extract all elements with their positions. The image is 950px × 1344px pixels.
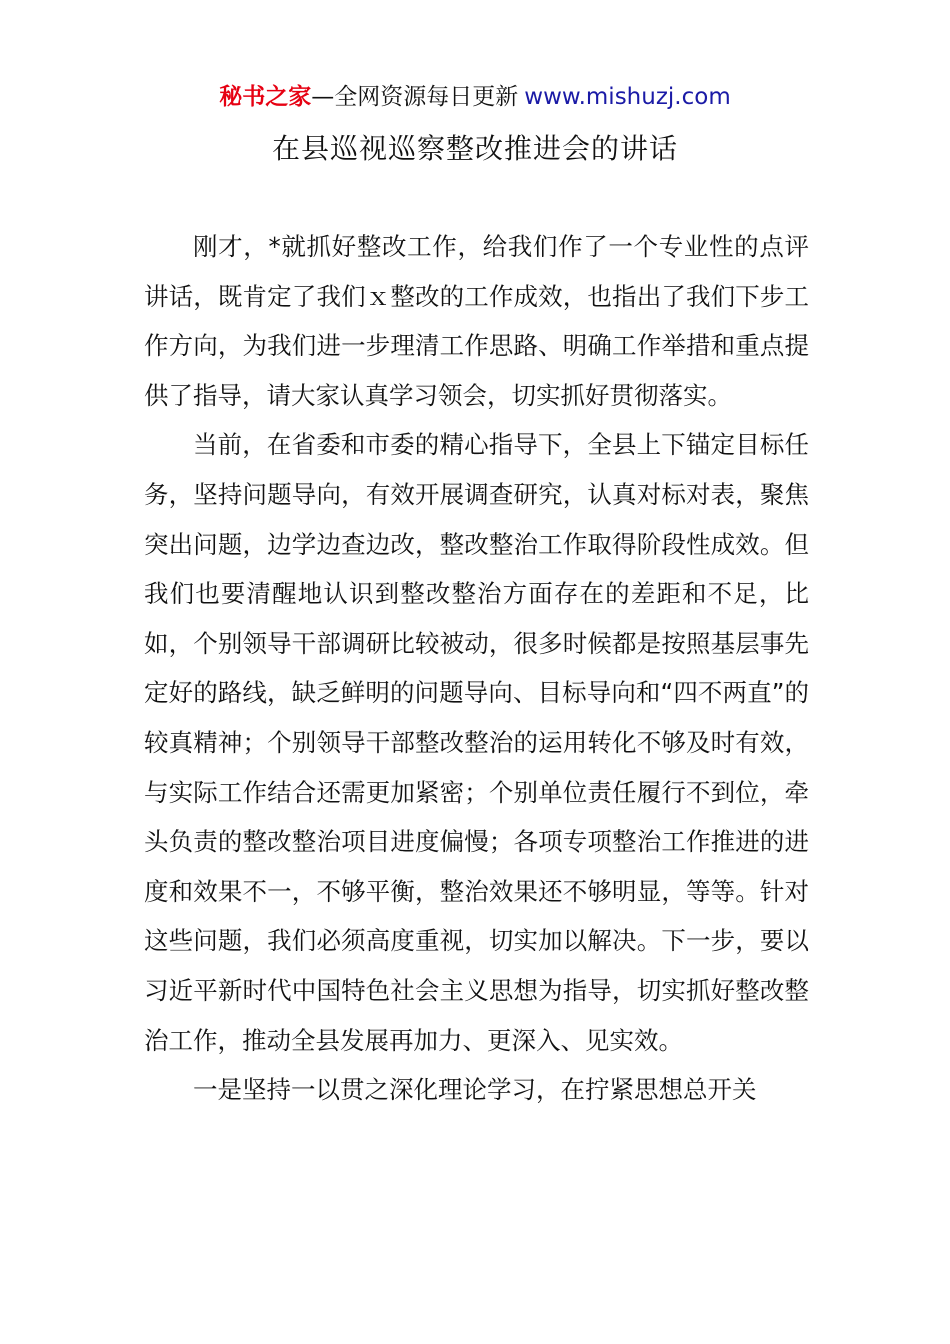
header-slogan: —全网资源每日更新 [311, 84, 519, 110]
site-link[interactable]: www.mishuzj.com [524, 84, 731, 110]
paragraph: 刚才，*就抓好整改工作，给我们作了一个专业性的点评讲话，既肯定了我们ｘ整改的工作成效，也指出了我们下步工作方向，为我们进一步理清工作思路、明确工作举措和重点提供了指导，请大家认真学习领会，切实抓好贯彻落实。 [144, 232, 809, 410]
site-header [0, 80, 950, 114]
document-body [144, 222, 809, 1115]
paragraph: 一是坚持一以贯之深化理论学习，在拧紧思想总开关 [193, 1075, 757, 1105]
brand-name: 秘书之家 [219, 84, 312, 110]
paragraph: 当前，在省委和市委的精心指导下，全县上下锚定目标任务，坚持问题导向，有效开展调查研究，认真对标对表，聚焦突出问题，边学边查边改，整改整治工作取得阶段性成效。但我们也要清醒地认识到整改整治方面存在的差距和不足，比如，个别领导干部调研比较被动，很多时候都是按照基层事先定好的路线，缺乏鲜明的问题导向、目标导向和“四不两直”的较真精神；个别领导干部整改整治的运用转化不够及时有效，与实际工作结合还需更加紧密；个别单位责任履行不到位，牵头负责的整改整治项目进度偏慢；各项专项整治工作推进的进度和效果不一，不够平衡，整治效果还不够明显，等等。针对这些问题，我们必须高度重视，切实加以解决。下一步，要以习近平新时代中国特色社会主义思想为指导，切实抓好整改整治工作，推动全县发展再加力、更深入、见实效。 [144, 430, 809, 1055]
document-title: 在县巡视巡察整改推进会的讲话 [271, 132, 678, 165]
